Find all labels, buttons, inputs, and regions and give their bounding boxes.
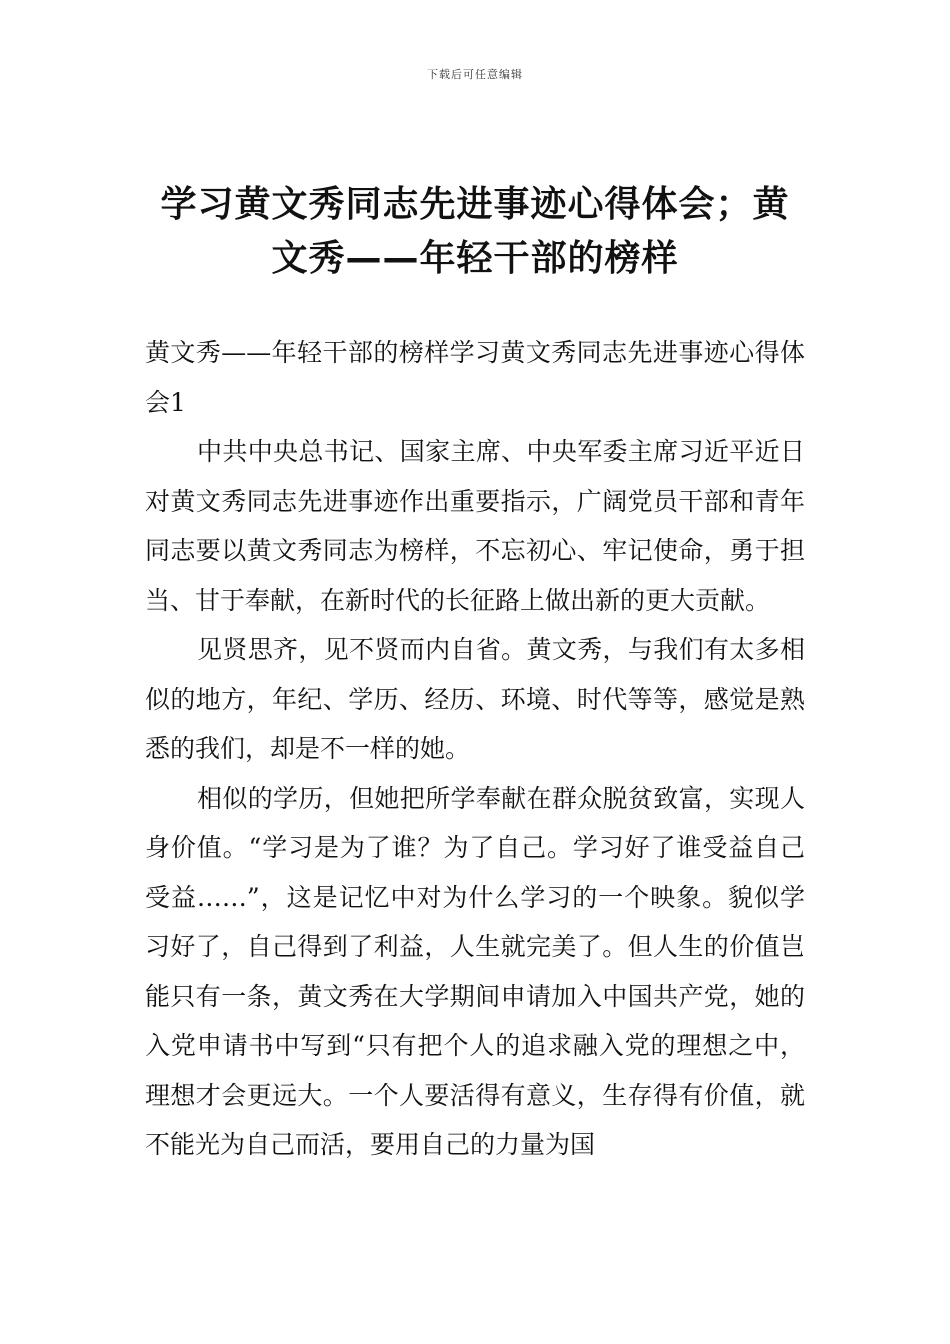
section-heading: 黄文秀——年轻干部的榜样学习黄文秀同志先进事迹心得体会1	[145, 338, 805, 417]
document-body	[145, 328, 805, 1170]
document-title: 学习黄文秀同志先进事迹心得体会；黄文秀——年轻干部的榜样	[160, 184, 790, 279]
paragraph-2: 见贤思齐，见不贤而内自省。黄文秀，与我们有太多相似的地方，年纪、学历、经历、环境、时代等等，感觉是熟悉的我们，却是不一样的她。	[145, 635, 805, 763]
paragraph-3: 相似的学历，但她把所学奉献在群众脱贫致富，实现人身价值。“学习是为了谁？为了自己。学习好了谁受益自己受益……”，这是记忆中对为什么学习的一个映象。貌似学习好了，自己得到了利益，人生就完美了。但人生的价值岂能只有一条，黄文秀在大学期间申请加入中国共产党，她的入党申请书中写到“只有把个人的追求融入党的理想之中，理想才会更远大。一个人要活得有意义，生存得有价值，就不能光为自己而活，要用自己的力量为国	[145, 783, 805, 1159]
header-note: 下载后可任意编辑	[427, 68, 523, 81]
paragraph-1: 中共中央总书记、国家主席、中央军委主席习近平近日对黄文秀同志先进事迹作出重要指示，广阔党员干部和青年同志要以黄文秀同志为榜样，不忘初心、牢记使命，勇于担当、甘于奉献，在新时代的长征路上做出新的更大贡献。	[145, 437, 805, 615]
